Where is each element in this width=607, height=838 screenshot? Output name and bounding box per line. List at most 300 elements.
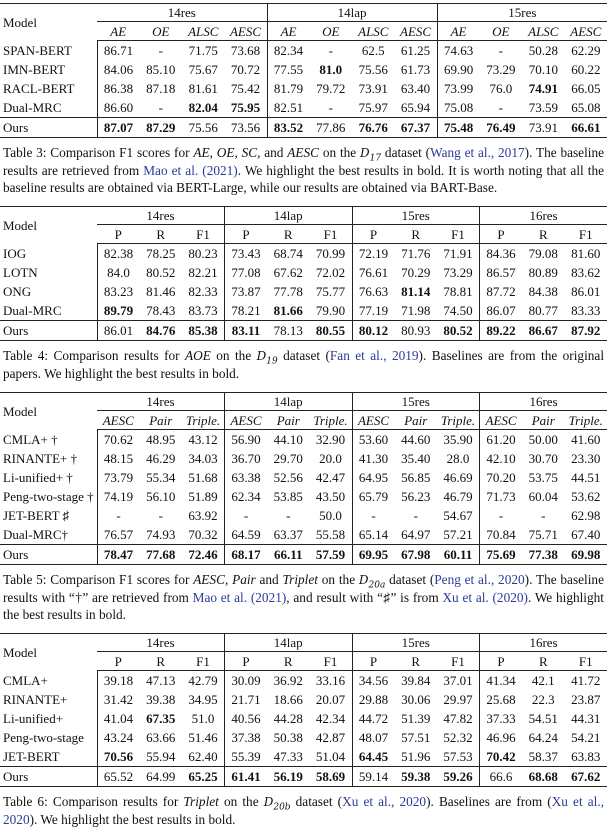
score: 75.56 — [358, 62, 388, 77]
score-cell — [395, 79, 438, 98]
model-name: Dual-MRC — [3, 303, 62, 318]
score-cell — [565, 98, 607, 118]
score-cell — [437, 263, 480, 282]
score: 85.10 — [146, 62, 176, 77]
score: 79.90 — [315, 303, 346, 318]
model-name: Peng-two-stage † — [3, 489, 94, 504]
score: 56.85 — [401, 470, 431, 485]
score-cell — [97, 263, 140, 282]
score: 81.79 — [273, 81, 304, 96]
score-cell — [565, 671, 607, 691]
dataset-group-header: 16res — [480, 393, 607, 411]
model-name: ONG — [3, 284, 32, 299]
score: 30.06 — [401, 692, 431, 707]
score-cell — [225, 118, 268, 138]
metric-header: OE — [140, 22, 183, 41]
score: 77.78 — [273, 284, 303, 299]
score-cell — [352, 690, 395, 709]
score: 48.07 — [358, 730, 389, 745]
score-cell — [225, 671, 268, 691]
caption-text: ). We highlight the best results in bold. — [29, 812, 236, 827]
citation-link[interactable]: Fan et al., 2019 — [329, 348, 419, 363]
score: 56.10 — [146, 489, 176, 504]
score-cell — [310, 690, 353, 709]
score-cell — [182, 525, 225, 545]
score-cell — [140, 487, 183, 506]
model-name: Dual-MRC — [3, 100, 62, 115]
metric-header: P — [97, 225, 140, 244]
score-cell — [182, 79, 225, 98]
score-cell — [310, 430, 353, 450]
score-cell — [225, 545, 268, 565]
score-cell — [310, 79, 353, 98]
score: 29.88 — [358, 692, 389, 707]
score-cell — [182, 747, 225, 767]
best-score: 80.12 — [358, 323, 389, 338]
score: 75.71 — [528, 527, 558, 542]
metric-header: AESC — [225, 22, 268, 41]
best-score: 83.52 — [273, 120, 304, 135]
score: 57.53 — [443, 749, 473, 764]
score-cell — [480, 98, 523, 118]
score: 66.6 — [489, 769, 513, 784]
score-cell — [225, 728, 268, 747]
score-cell — [310, 767, 353, 787]
score: 39.84 — [401, 673, 431, 688]
metric-header: Triple. — [182, 411, 225, 430]
score: 83.33 — [571, 303, 601, 318]
score-cell — [437, 747, 480, 767]
metric-header: R — [522, 225, 565, 244]
score-cell — [97, 671, 140, 691]
score: 41.34 — [486, 673, 516, 688]
score-cell — [182, 767, 225, 787]
score: - — [158, 508, 163, 523]
caption-italic: OE — [216, 145, 235, 160]
best-score: 87.29 — [146, 120, 176, 135]
score-cell — [310, 118, 353, 138]
table-row — [0, 263, 607, 282]
best-score: 80.55 — [315, 323, 346, 338]
best-score: 89.22 — [486, 323, 516, 338]
score: 61.20 — [486, 432, 516, 447]
score: 52.56 — [273, 470, 303, 485]
score-cell — [352, 430, 395, 450]
table-row — [0, 79, 607, 98]
score-cell — [97, 79, 140, 98]
score: 81.46 — [146, 284, 176, 299]
score: 61.25 — [400, 43, 431, 58]
score-cell — [395, 506, 438, 525]
score: - — [413, 508, 418, 523]
score: 76.63 — [358, 284, 389, 299]
score: 81.60 — [571, 246, 601, 261]
score-cell — [565, 60, 607, 79]
best-score: 83.11 — [231, 323, 261, 338]
best-score: 61.41 — [231, 769, 261, 784]
table-row — [0, 321, 607, 341]
score-cell — [395, 98, 438, 118]
metric-header: F1 — [182, 225, 225, 244]
caption-italic: AESC — [193, 572, 225, 587]
best-score: 68.17 — [231, 547, 261, 562]
score-cell — [352, 728, 395, 747]
table-3-section — [0, 3, 607, 196]
score-cell — [352, 506, 395, 525]
score: 55.34 — [146, 470, 176, 485]
citation-link[interactable]: Xu et al., 2020 — [3, 794, 604, 827]
best-score: 59.38 — [401, 769, 431, 784]
score: 81.61 — [188, 81, 218, 96]
score: 75.42 — [230, 81, 261, 96]
score-cell — [522, 671, 565, 691]
score-cell — [182, 98, 225, 118]
score-cell — [480, 60, 523, 79]
score: 63.83 — [571, 749, 601, 764]
score: 30.09 — [231, 673, 261, 688]
model-name: CMLA+ — [3, 672, 48, 688]
score: 79.72 — [316, 81, 346, 96]
score-cell — [437, 321, 480, 341]
score-cell — [395, 728, 438, 747]
score-cell — [352, 118, 395, 138]
score-cell — [565, 449, 607, 468]
score: 51.68 — [188, 470, 218, 485]
score-cell — [140, 282, 183, 301]
score: 44.72 — [358, 711, 389, 726]
score-cell — [97, 449, 140, 468]
score-cell — [140, 506, 183, 525]
score: 51.0 — [191, 711, 215, 726]
score-cell — [225, 79, 268, 98]
score: 77.86 — [316, 120, 346, 135]
best-score: 82.04 — [188, 100, 218, 115]
score: 34.95 — [188, 692, 218, 707]
caption-italic: Pair — [232, 572, 256, 587]
caption-italic: AE — [193, 145, 210, 160]
dataset-group-header: 15res — [437, 4, 607, 22]
score: - — [541, 508, 546, 523]
score-cell — [480, 430, 523, 450]
score: 23.30 — [571, 451, 601, 466]
citation-link[interactable]: Peng et al., 2020 — [434, 572, 525, 587]
score-cell — [522, 79, 565, 98]
score-cell — [182, 263, 225, 282]
score: 65.52 — [103, 769, 134, 784]
metric-header: P — [352, 652, 395, 671]
score: 63.66 — [146, 730, 176, 745]
dataset-group-header: 14lap — [225, 393, 353, 411]
score: 62.29 — [571, 43, 601, 58]
score: 44.60 — [401, 432, 431, 447]
score-cell — [267, 98, 310, 118]
score-cell — [565, 41, 607, 61]
score: 36.92 — [273, 673, 303, 688]
score: 54.67 — [443, 508, 473, 523]
model-header: Model — [0, 4, 97, 41]
results-table — [0, 206, 607, 341]
caption-text: on the — [319, 145, 361, 160]
score: 54.51 — [528, 711, 558, 726]
score: 72.02 — [315, 265, 346, 280]
score: 56.23 — [401, 489, 431, 504]
best-score: 75.48 — [443, 120, 474, 135]
metric-header: F1 — [565, 652, 607, 671]
score-cell — [97, 767, 140, 787]
results-table — [0, 3, 607, 138]
score-cell — [140, 321, 183, 341]
best-score: 76.76 — [358, 120, 388, 135]
table-row — [0, 301, 607, 321]
score-cell — [310, 747, 353, 767]
score-cell — [565, 545, 607, 565]
score: 74.19 — [103, 489, 134, 504]
score-cell — [310, 506, 353, 525]
score-cell — [522, 468, 565, 487]
score-cell — [225, 263, 268, 282]
score: 80.89 — [528, 265, 558, 280]
metric-header: R — [267, 225, 310, 244]
metric-header: Triple. — [310, 411, 353, 430]
score: 86.57 — [486, 265, 516, 280]
score-cell — [522, 301, 565, 321]
score: 78.25 — [146, 246, 176, 261]
dataset-symbol: $D_{17}$ — [360, 146, 382, 164]
score-cell — [480, 449, 523, 468]
score-cell — [267, 709, 310, 728]
model-name: Li-unified+ — [3, 711, 64, 726]
score-cell — [565, 118, 607, 138]
citation-link[interactable]: Mao et al. (2021) — [192, 590, 287, 605]
score: 34.56 — [358, 673, 389, 688]
score: 66.05 — [571, 81, 601, 96]
score: 73.91 — [358, 81, 388, 96]
score: 44.28 — [273, 711, 303, 726]
score: 42.10 — [486, 451, 516, 466]
score-cell — [352, 487, 395, 506]
score-cell — [97, 487, 140, 506]
score-cell — [140, 767, 183, 787]
score: 63.40 — [400, 81, 431, 96]
score-cell — [480, 301, 523, 321]
best-score: 65.25 — [188, 769, 218, 784]
best-score: 86.67 — [528, 323, 558, 338]
score-cell — [310, 545, 353, 565]
best-score: 75.69 — [486, 547, 516, 562]
dataset-group-header: 14res — [97, 393, 225, 411]
score-cell — [437, 690, 480, 709]
caption-text: ). Baselines are from the original papers. We highlight the best results in bold. — [3, 348, 605, 381]
score-cell — [225, 98, 268, 118]
dataset-group-header: 14lap — [225, 207, 353, 225]
score-cell — [182, 671, 225, 691]
score: 34.03 — [188, 451, 218, 466]
metric-header: R — [140, 652, 183, 671]
score-cell — [437, 41, 480, 61]
score: 37.38 — [231, 730, 261, 745]
score-cell — [395, 709, 438, 728]
best-score: 69.95 — [358, 547, 389, 562]
best-score: 70.56 — [103, 749, 134, 764]
score: 63.92 — [188, 508, 218, 523]
score-cell — [522, 728, 565, 747]
score: 86.71 — [103, 43, 134, 58]
score: 78.81 — [443, 284, 473, 299]
citation-link[interactable]: Xu et al., 2020 — [342, 794, 427, 809]
score-cell — [395, 301, 438, 321]
score-cell — [437, 430, 480, 450]
score: 87.72 — [486, 284, 516, 299]
score: 74.63 — [443, 43, 474, 58]
dataset-symbol: $D_{20a}$ — [358, 573, 386, 591]
score: 23.87 — [571, 692, 601, 707]
score-cell — [522, 41, 565, 61]
score-cell — [97, 709, 140, 728]
caption-text: on the — [317, 572, 359, 587]
best-score: 70.42 — [486, 749, 516, 764]
score: 44.10 — [273, 432, 303, 447]
score: 41.60 — [571, 432, 601, 447]
score-cell — [225, 690, 268, 709]
score: 64.97 — [401, 527, 431, 542]
metric-header: R — [267, 652, 310, 671]
score: 76.61 — [358, 265, 389, 280]
score-cell — [522, 525, 565, 545]
score-cell — [480, 690, 523, 709]
score-cell — [140, 118, 183, 138]
score: - — [498, 43, 503, 58]
score-cell — [310, 671, 353, 691]
model-name: Ours — [0, 118, 97, 138]
caption-text: , and result with “♯” is from — [286, 590, 443, 605]
metric-header: F1 — [182, 652, 225, 671]
model-name: Peng-two-stage — [3, 730, 84, 745]
dataset-group-header: 14lap — [225, 634, 353, 652]
score: 65.08 — [571, 100, 601, 115]
score-cell — [225, 321, 268, 341]
score-cell — [565, 244, 607, 264]
best-score: 75.95 — [230, 100, 261, 115]
score: 73.91 — [528, 120, 558, 135]
score: 57.21 — [443, 527, 473, 542]
table-caption — [0, 347, 607, 382]
score-cell — [310, 709, 353, 728]
score-cell — [352, 98, 395, 118]
caption-text: ). Baselines are from ( — [426, 794, 552, 809]
score: 54.21 — [571, 730, 601, 745]
score: 64.59 — [231, 527, 261, 542]
model-name: Dual-MRC† — [3, 527, 68, 542]
score: 83.73 — [188, 303, 218, 318]
score: 71.73 — [486, 489, 516, 504]
score-cell — [437, 487, 480, 506]
citation-link[interactable]: Xu et al. (2020) — [442, 590, 528, 605]
score: 69.90 — [443, 62, 474, 77]
score: 70.84 — [486, 527, 516, 542]
score-cell — [225, 430, 268, 450]
score-cell — [395, 118, 438, 138]
score: 67.62 — [273, 265, 303, 280]
score: 53.75 — [528, 470, 558, 485]
score: 46.69 — [443, 470, 473, 485]
score: 51.96 — [401, 749, 431, 764]
score: 71.76 — [401, 246, 431, 261]
score-cell — [522, 321, 565, 341]
score: 84.36 — [486, 246, 516, 261]
score-cell — [140, 41, 183, 61]
best-score: 81.0 — [319, 62, 343, 77]
score-cell — [225, 41, 268, 61]
score-cell — [182, 709, 225, 728]
score: - — [158, 43, 163, 58]
score-cell — [352, 767, 395, 787]
score: 73.29 — [486, 62, 516, 77]
score: 48.15 — [103, 451, 134, 466]
best-score: 67.37 — [400, 120, 431, 135]
caption-text: . We highlight the best results in bold. — [3, 590, 604, 622]
score-cell — [522, 60, 565, 79]
score-cell — [437, 118, 480, 138]
metric-header: ALSC — [522, 22, 565, 41]
model-name: RACL-BERT — [3, 81, 75, 96]
score-cell — [225, 60, 268, 79]
score: 48.95 — [146, 432, 176, 447]
score: 44.31 — [571, 711, 601, 726]
score-cell — [182, 244, 225, 264]
citation-link[interactable]: Mao et al. (2021) — [143, 163, 238, 178]
score-cell — [97, 282, 140, 301]
score-cell — [437, 449, 480, 468]
score-cell — [352, 79, 395, 98]
metric-header: P — [352, 225, 395, 244]
score-cell — [437, 282, 480, 301]
score-cell — [352, 60, 395, 79]
model-name: RINANTE+ — [3, 692, 68, 707]
score-cell — [565, 263, 607, 282]
score: 86.01 — [571, 284, 601, 299]
score: - — [498, 508, 504, 523]
dataset-symbol: $D_{19}$ — [256, 349, 278, 367]
score-cell — [522, 747, 565, 767]
score-cell — [310, 728, 353, 747]
score-cell — [182, 301, 225, 321]
score-cell — [565, 282, 607, 301]
table-row — [0, 709, 607, 728]
score-cell — [225, 487, 268, 506]
score: - — [243, 508, 249, 523]
score-cell — [267, 79, 310, 98]
caption-text: Table 4: Comparison results for — [3, 348, 185, 363]
score-cell — [395, 690, 438, 709]
score-cell — [437, 60, 480, 79]
score: 33.16 — [315, 673, 346, 688]
best-score: 66.11 — [273, 547, 303, 562]
score-cell — [310, 468, 353, 487]
dataset-group-header: 14res — [97, 634, 225, 652]
score-cell — [267, 690, 310, 709]
score-cell — [140, 244, 183, 264]
caption-text: and — [255, 572, 283, 587]
score: 62.98 — [571, 508, 601, 523]
score: 84.38 — [528, 284, 558, 299]
score: 70.99 — [315, 246, 346, 261]
score-cell — [182, 282, 225, 301]
score-cell — [437, 244, 480, 264]
citation-link[interactable]: Wang et al., 2017 — [430, 145, 525, 160]
score: 86.01 — [103, 323, 134, 338]
score: 42.47 — [315, 470, 346, 485]
score: 60.22 — [571, 62, 601, 77]
